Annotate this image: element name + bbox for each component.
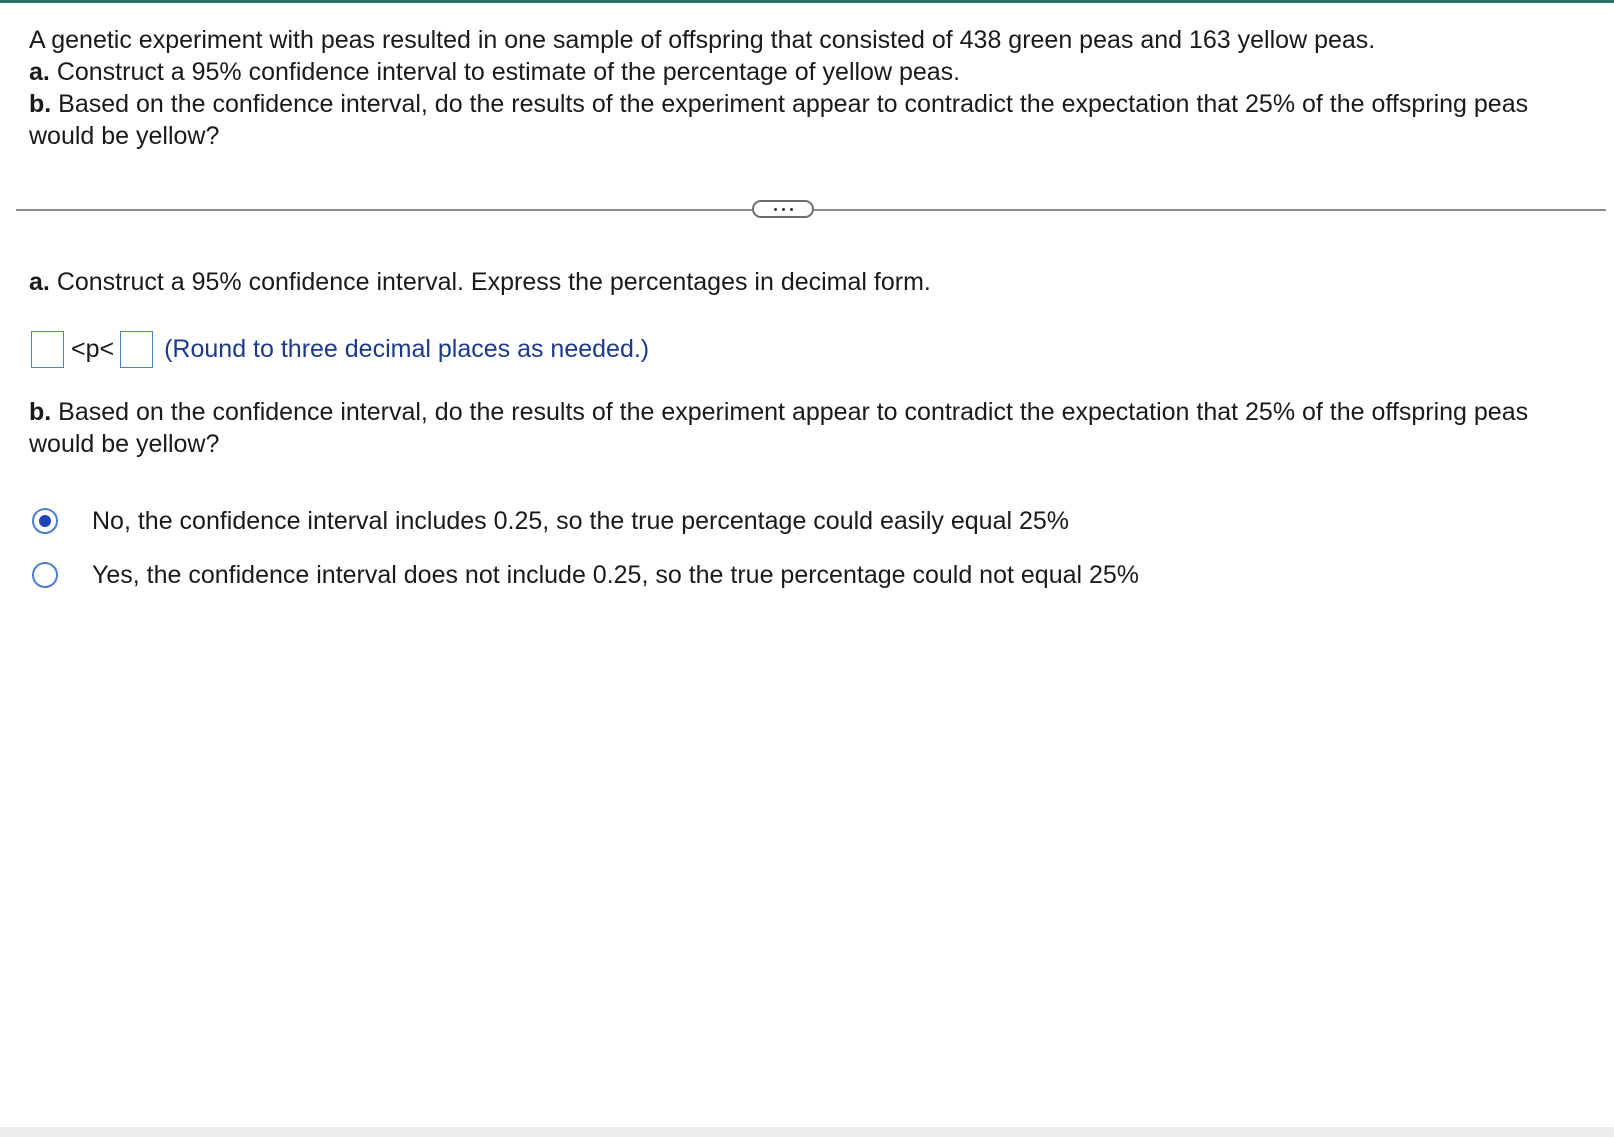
question-part-a-text: Construct a 95% confidence interval to estimate of the percentage of yellow peas. — [56, 58, 961, 86]
lower-bound-input[interactable] — [31, 331, 64, 368]
question-part-a — [29, 56, 1599, 88]
radio-button[interactable] — [32, 562, 58, 588]
answer-option-no-text[interactable]: No, the confidence interval includes 0.25, so the true percentage could easily equal 25% — [92, 507, 1070, 535]
rounding-hint: (Round to three decimal places as needed.) — [164, 334, 650, 363]
answer-option-no[interactable] — [32, 506, 1069, 536]
ellipsis-icon — [782, 208, 785, 211]
bottom-bar — [0, 1127, 1614, 1137]
more-options-button[interactable] — [752, 200, 814, 218]
question-text — [29, 24, 1599, 152]
top-rule — [0, 0, 1614, 3]
part-a-prompt-text: Construct a 95% confidence interval. Express the percentages in decimal form. — [56, 268, 931, 296]
upper-bound-input[interactable] — [120, 331, 153, 368]
question-intro — [29, 24, 1599, 56]
question-intro-text: A genetic experiment with peas resulted in one sample of offspring that consisted of 438 green peas and 163 yellow peas. — [29, 26, 1376, 54]
part-a-prompt — [29, 266, 931, 298]
question-part-a-label: a. — [29, 58, 50, 86]
confidence-interval-row — [31, 330, 649, 368]
inequality-symbol: <p< — [71, 334, 115, 363]
question-part-b — [29, 88, 1599, 152]
ellipsis-icon — [774, 208, 777, 211]
radio-button-selected[interactable] — [32, 508, 58, 534]
part-b-prompt — [29, 396, 1599, 460]
answer-option-yes-text[interactable]: Yes, the confidence interval does not include 0.25, so the true percentage could not equal 25% — [92, 561, 1140, 589]
ellipsis-icon — [790, 208, 793, 211]
question-part-b-label: b. — [29, 90, 52, 118]
radio-dot-icon — [39, 515, 51, 527]
part-b-prompt-text: Based on the confidence interval, do the results of the experiment appear to contradict the expectation that 25% of the offspring peas would be yellow? — [29, 398, 1529, 458]
part-b-label: b. — [29, 398, 52, 426]
part-a-label: a. — [29, 268, 50, 296]
answer-option-yes[interactable] — [32, 560, 1139, 590]
question-part-b-text: Based on the confidence interval, do the results of the experiment appear to contradict the expectation that 25% of the offspring peas would be yellow? — [29, 90, 1529, 150]
